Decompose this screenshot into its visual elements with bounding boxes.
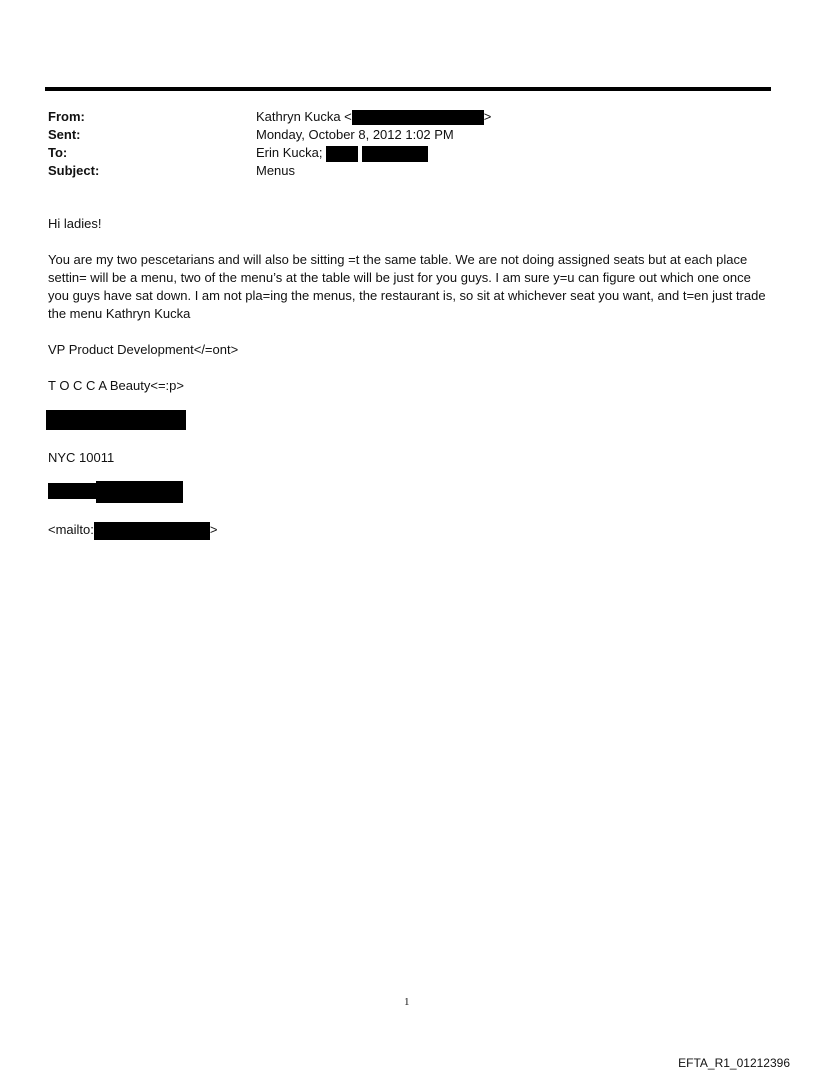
mailto-prefix: <mailto: bbox=[48, 522, 94, 537]
from-close: > bbox=[483, 109, 492, 124]
signature-mailto bbox=[48, 521, 217, 540]
document-id: EFTA_R1_01212396 bbox=[678, 1056, 790, 1070]
greeting: Hi ladies! bbox=[48, 216, 102, 231]
body-paragraph: You are my two pescetarians and will also be sitting =t the same table. We are not doing assigned seats but at each place settin= will be a menu, two of the menu’s at the table will be just for you guys. I am sure y=u can figure out which one once you guys have sat down. I am not pla=ing the menus, the restaurant is, so sit at whichever seat you want, and t=en just trade the menu Kathryn Kucka bbox=[48, 252, 766, 321]
signature-company: T O C C A Beauty<=:p> bbox=[48, 378, 184, 393]
to-recipient: Erin Kucka; bbox=[256, 145, 323, 160]
mailto-suffix: > bbox=[209, 522, 218, 537]
to-value bbox=[256, 144, 428, 162]
sent-value: Monday, October 8, 2012 1:02 PM bbox=[256, 127, 454, 142]
from-name: Kathryn Kucka < bbox=[256, 109, 352, 124]
redacted-mailto bbox=[94, 522, 210, 540]
subject-label: Subject: bbox=[48, 163, 100, 178]
redacted-address bbox=[46, 410, 186, 430]
page-number: 1 bbox=[404, 996, 410, 1008]
email-body bbox=[48, 215, 772, 535]
signature-title: VP Product Development</=ont> bbox=[48, 342, 239, 357]
subject-row bbox=[48, 162, 748, 180]
sent-label: Sent: bbox=[48, 127, 81, 142]
redacted-email bbox=[352, 110, 484, 125]
to-row bbox=[48, 144, 748, 162]
email-header bbox=[48, 108, 748, 180]
header-rule bbox=[45, 87, 771, 91]
from-value bbox=[256, 108, 491, 126]
subject-value: Menus bbox=[256, 163, 296, 178]
to-label: To: bbox=[48, 145, 68, 160]
redacted-phone bbox=[48, 483, 96, 499]
from-row bbox=[48, 108, 748, 126]
from-label: From: bbox=[48, 109, 85, 124]
redacted-phone bbox=[96, 481, 183, 503]
sent-row bbox=[48, 126, 748, 144]
signature-city: NYC 10011 bbox=[48, 450, 115, 465]
redacted-recipient bbox=[362, 146, 428, 162]
redacted-recipient bbox=[326, 146, 358, 162]
